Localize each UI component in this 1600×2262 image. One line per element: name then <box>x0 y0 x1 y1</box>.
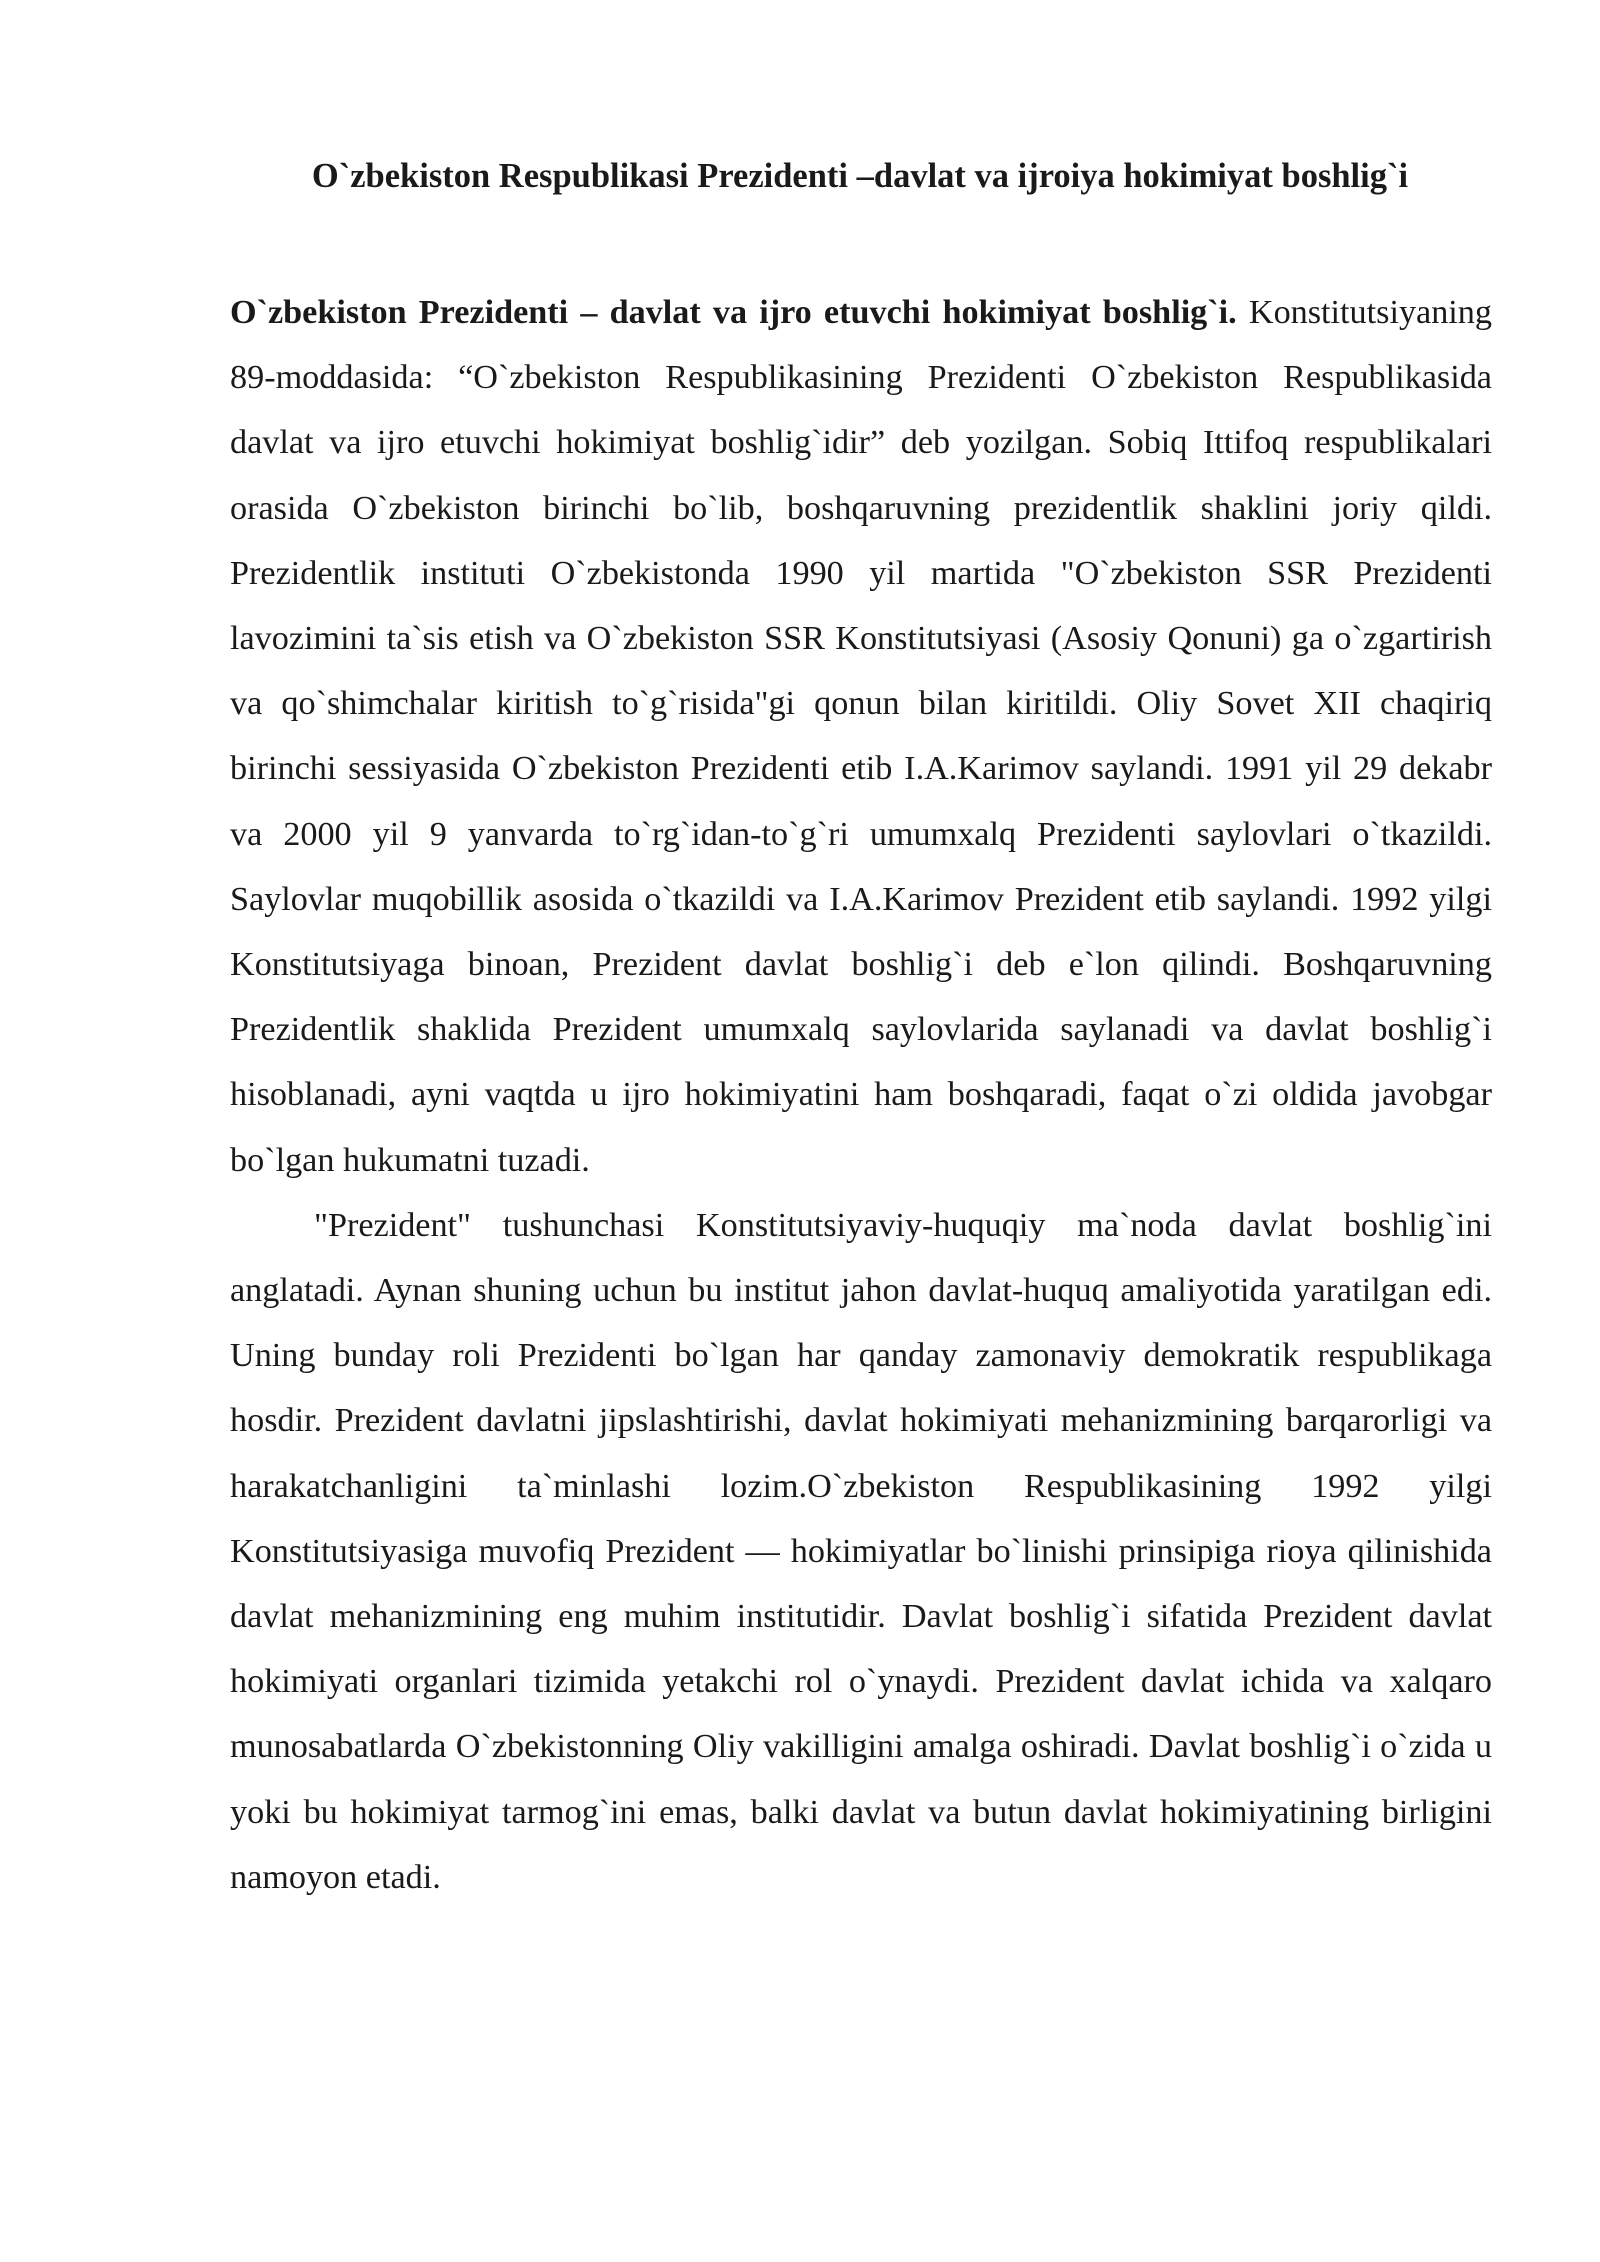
document-title: O`zbekiston Respublikasi Prezidenti –davlat va ijroiya hokimiyat boshlig`i <box>311 157 1409 195</box>
paragraph-2: "Prezident" tushunchasi Konstitutsiyaviy-huquqiy ma`noda davlat boshlig`ini anglatadi. Aynan shuning uchun bu institut jahon davlat-huquq amaliyotida yaratilgan edi. Uning bunday roli Prezidenti bo`lgan har qanday zamonaviy demokratik respublikaga hosdir. Prezident davlatni jipslashtirishi, davlat hokimiyati mehanizmining barqarorligi va harakatchanligini ta`minlashi lozim.O`zbekiston Respublikasining 1992 yilgi Konstitutsiyasiga muvofiq Prezident — hokimiyatlar bo`linishi prinsipiga rioya qilinishida davlat mehanizmining eng muhim institutidir. Davlat boshlig`i sifatida Prezident davlat hokimiyati organlari tizimida yetakchi rol o`ynaydi. Prezident davlat ichida va xalqaro munosabatlarda O`zbekistonning Oliy vakilligini amalga oshiradi. Davlat boshlig`i o`zida u yoki bu hokimiyat tarmog`ini emas, balki davlat va butun davlat hokimiyatining birligini namoyon etadi. <box>230 1206 1492 1896</box>
paragraph-1-text: Konstitutsiyaning 89-moddasida: “O`zbekiston Respublikasining Prezidenti O`zbekiston Respublikasida davlat va ijro etuvchi hokimiyat boshlig`idir” deb yozilgan. Sobiq Ittifoq respublikalari orasida O`zbekiston birinchi bo`lib, boshqaruvning prezidentlik shaklini joriy qildi. Prezidentlik instituti O`zbekistonda 1990 yil martida "O`zbekiston SSR Prezidenti lavozimini ta`sis etish va O`zbekiston SSR Konstitutsiyasi (Asosiy Qonuni) ga o`zgartirish va qo`shimchalar kiritish to`g`risida"gi qonun bilan kiritildi. Oliy Sovet XII chaqiriq birinchi sessiyasida O`zbekiston Prezidenti etib I.A.Karimov saylandi. 1991 yil 29 dekabr va 2000 yil 9 yanvarda to`rg`idan-to`g`ri umumxalq Prezidenti saylovlari o`tkazildi. Saylovlar muqobillik asosida o`tkazildi va I.A.Karimov Prezident etib saylandi. 1992 yilgi Konstitutsiyaga binoan, Prezident davlat boshlig`i deb e`lon qilindi. Boshqaruvning Prezidentlik shaklida Prezident umumxalq saylovlarida saylanadi va davlat boshlig`i hisoblanadi, ayni vaqtda u ijro hokimiyatini ham boshqaradi, faqat o`zi oldida javobgar bo`lgan hukumatni tuzadi. <box>230 294 1492 1179</box>
document-body <box>230 280 1492 1910</box>
paragraph-1-lead: O`zbekiston Prezidenti – davlat va ijro etuvchi hokimiyat boshlig`i. <box>230 294 1237 331</box>
paragraph-1 <box>230 280 1492 1193</box>
